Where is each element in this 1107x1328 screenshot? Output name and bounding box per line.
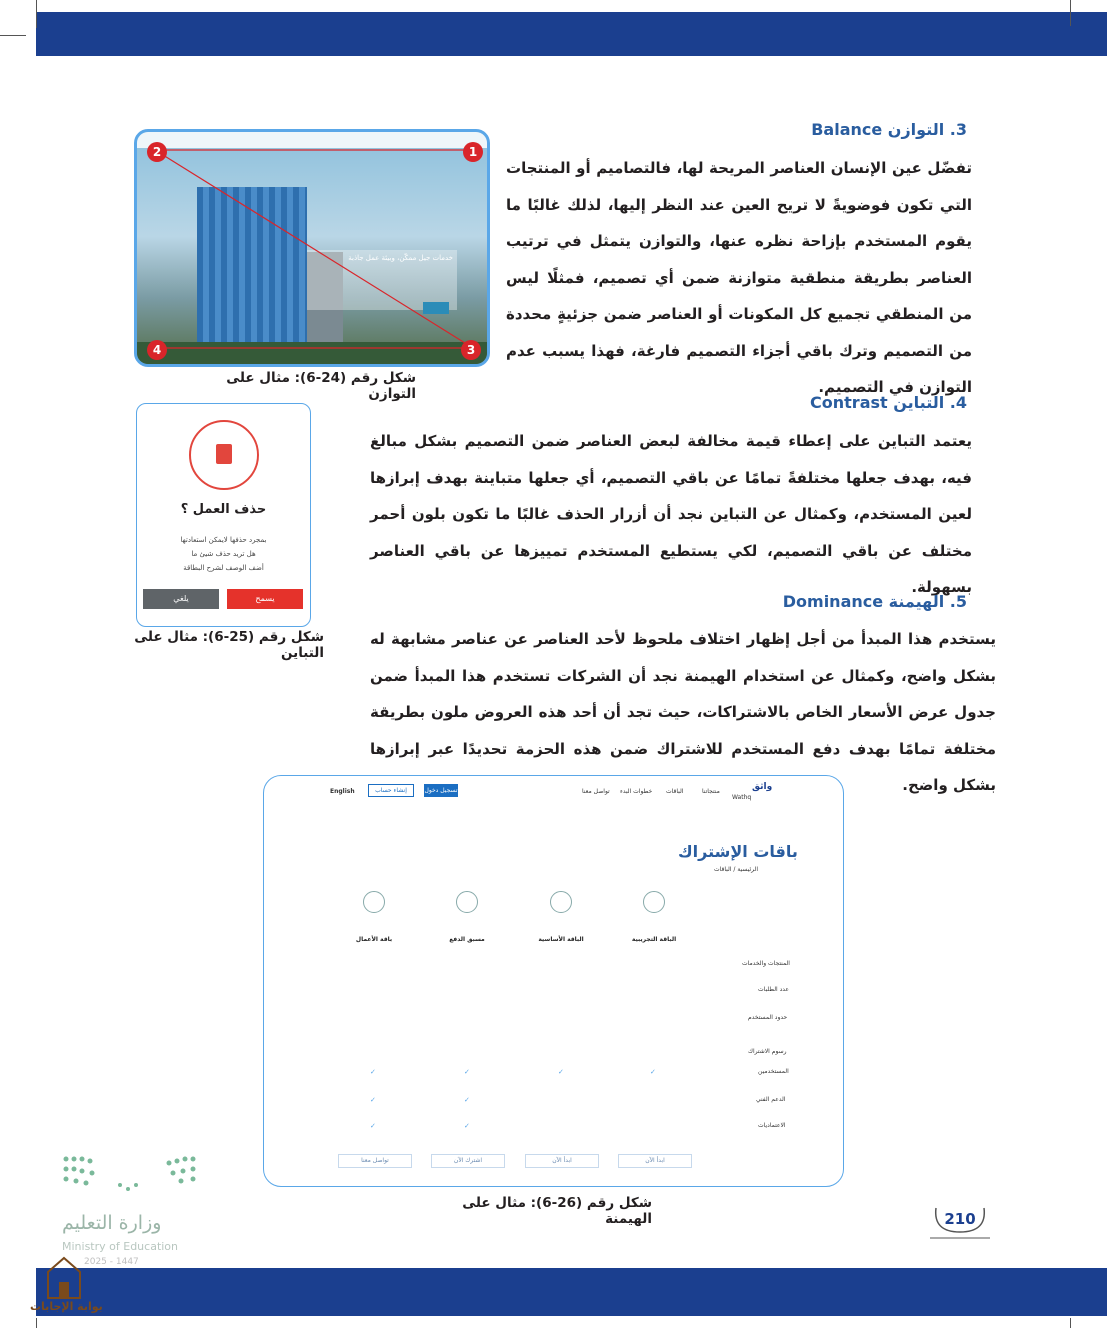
- bottom-banner: [36, 1268, 1107, 1316]
- plan-button: اشترك الآن: [431, 1154, 505, 1168]
- row-label: الدعم الفني: [756, 1096, 786, 1103]
- nav-item: تواصل معنا: [582, 788, 610, 795]
- nav-item: خطوات البدء: [620, 788, 653, 795]
- delete-icon-ring: [189, 420, 259, 490]
- check-icon: ✓: [464, 1096, 470, 1104]
- page-number: 210: [944, 1210, 976, 1228]
- plan-name: باقة الأعمال: [355, 936, 393, 943]
- paragraph-dominance: يستخدم هذا المبدأ من أجل إظهار اختلاف ملحوظ لأحد العناصر عن عناصر مشابهة له بشكل واضح، وكمثال عن استخدام الهيمنة نجد أن الشركات تستخدم هذا المبدأ ضمن جدول عرض الأسعار الخاص بالاشتراكات، حيث تجد أن أحد هذه العروض ملون بطريقة مختلفة تمامًا بهدف دفع المستخدم للاشتراك ضمن هذه الحزمة تحديدًا عبر إبرازها بشكل واضح.: [370, 630, 996, 794]
- delete-button: يسمح: [227, 589, 303, 609]
- plan-icon: [550, 891, 572, 913]
- signup-button: إنشاء حساب: [368, 784, 414, 797]
- dialog-line: أضف الوصف لشرح البطاقة: [183, 564, 264, 572]
- watermark-text: بوابة الإجابات: [30, 1300, 103, 1313]
- ministry-year: 2025 - 1447: [84, 1257, 139, 1267]
- plan-button: ابدأ الآن: [618, 1154, 692, 1168]
- crop-mark: [1070, 1318, 1071, 1328]
- row-label: عدد الطلبات: [758, 986, 789, 993]
- dialog-title: حذف العمل ؟: [180, 502, 267, 517]
- marker-1: 1: [463, 142, 483, 162]
- top-banner: [36, 12, 1107, 56]
- plan-button: ابدأ الآن: [525, 1154, 599, 1168]
- crop-mark: [0, 35, 26, 36]
- check-icon: ✓: [370, 1122, 376, 1130]
- nav-item: الباقات: [666, 788, 684, 795]
- row-label: رسوم الاشتراك: [748, 1048, 787, 1055]
- heading-balance: 3. التوازن Balance: [811, 120, 967, 139]
- row-label: الاعتماديات: [758, 1122, 786, 1129]
- language-toggle: English: [330, 788, 355, 795]
- brand-logo: واثق: [752, 782, 773, 792]
- plan-icon: [456, 891, 478, 913]
- check-icon: ✓: [558, 1068, 564, 1076]
- ministry-logo-dots: [62, 1155, 197, 1195]
- check-icon: ✓: [464, 1068, 470, 1076]
- caption-balance: شكل رقم (24-6): مثال على التوازن: [226, 370, 416, 402]
- dialog-line: بمجرد حذفها لايمكن استعادتها: [180, 536, 267, 544]
- marker-3: 3: [461, 340, 481, 360]
- crop-mark: [1070, 0, 1071, 26]
- check-icon: ✓: [650, 1068, 656, 1076]
- check-icon: ✓: [464, 1122, 470, 1130]
- plan-button: تواصل معنا: [338, 1154, 412, 1168]
- ministry-name-en: Ministry of Education: [62, 1240, 179, 1253]
- pricing-title: باقات الإشتراك: [678, 842, 798, 861]
- balance-figure: [134, 129, 490, 367]
- marker-4: 4: [147, 340, 167, 360]
- trash-icon: [216, 444, 232, 464]
- watermark-logo: [44, 1256, 84, 1300]
- crop-mark: [36, 1318, 37, 1328]
- plan-name: مسبق الدفع: [449, 936, 485, 943]
- hero-text: خدمات جيل ممكّن، وبيئة عمل جاذبة: [348, 254, 453, 262]
- marker-2: 2: [147, 142, 167, 162]
- plan-icon: [363, 891, 385, 913]
- breadcrumb: الرئيسية / الباقات: [714, 866, 758, 873]
- plan-name: الباقة التجريبية: [631, 936, 677, 943]
- plan-icon: [643, 891, 665, 913]
- row-label: المستخدمين: [758, 1068, 789, 1075]
- dominance-figure: [263, 775, 844, 1187]
- contrast-figure: [136, 403, 311, 627]
- caption-dominance: شكل رقم (26-6): مثال على الهيمنة: [462, 1195, 652, 1227]
- heading-contrast: 4. التباين Contrast: [810, 393, 967, 412]
- paragraph-balance: تفضّل عين الإنسان العناصر المريحة لها، فالتصاميم أو المنتجات التي تكون فوضويةً لا تريح العين عند النظر إليها، لذلك غالبًا ما يقوم المستخدم بإزاحة نظره عنها، والتوازن يتمثل في ترتيب العناصر بطريقة منطقية متوازنة ضمن أي تصميم، فمثلًا ليس من المنطقي تجميع كل المكونات أو العناصر ضمن جزئيةٍ محددة من التصميم وترك باقي أجزاء التصميم فارغة، فهذا يسبب عدم التوازن في التصميم.: [506, 159, 972, 396]
- paragraph-contrast: يعتمد التباين على إعطاء قيمة مخالفة لبعض العناصر ضمن التصميم بشكل مبالغ فيه، بهدف جعلها مختلفةً تمامًا عن باقي التصميم، أي جعلها متباينة بهدف إبرازها لعين المستخدم، وكمثال عن التباين نجد أن أزرار الحذف غالبًا ما تكون بلون أحمر مختلف عن باقي التصميم، لكي يستطيع المستخدم تمييزها عن باقي العناصر بسهولة.: [370, 432, 972, 596]
- login-button: تسجيل دخول: [424, 784, 458, 797]
- nav-item: منتجاتنا: [702, 788, 720, 795]
- plan-name: الباقة الأساسية: [538, 936, 584, 943]
- dialog-line: هل تريد حذف شيئ ما: [191, 550, 256, 558]
- check-icon: ✓: [370, 1096, 376, 1104]
- row-label: حدود المستخدم: [748, 1014, 788, 1021]
- check-icon: ✓: [370, 1068, 376, 1076]
- row-label: المنتجات والخدمات: [742, 960, 790, 967]
- diagonal-lines: [137, 132, 487, 364]
- heading-dominance: 5. الهيمنة Dominance: [782, 592, 967, 611]
- ministry-name-ar: وزارة التعليم: [62, 1212, 162, 1234]
- crop-mark: [36, 0, 37, 28]
- brand-logo-en: Wathq: [732, 794, 752, 801]
- caption-contrast: شكل رقم (25-6): مثال على التباين: [134, 629, 324, 661]
- cancel-button: يلغي: [143, 589, 219, 609]
